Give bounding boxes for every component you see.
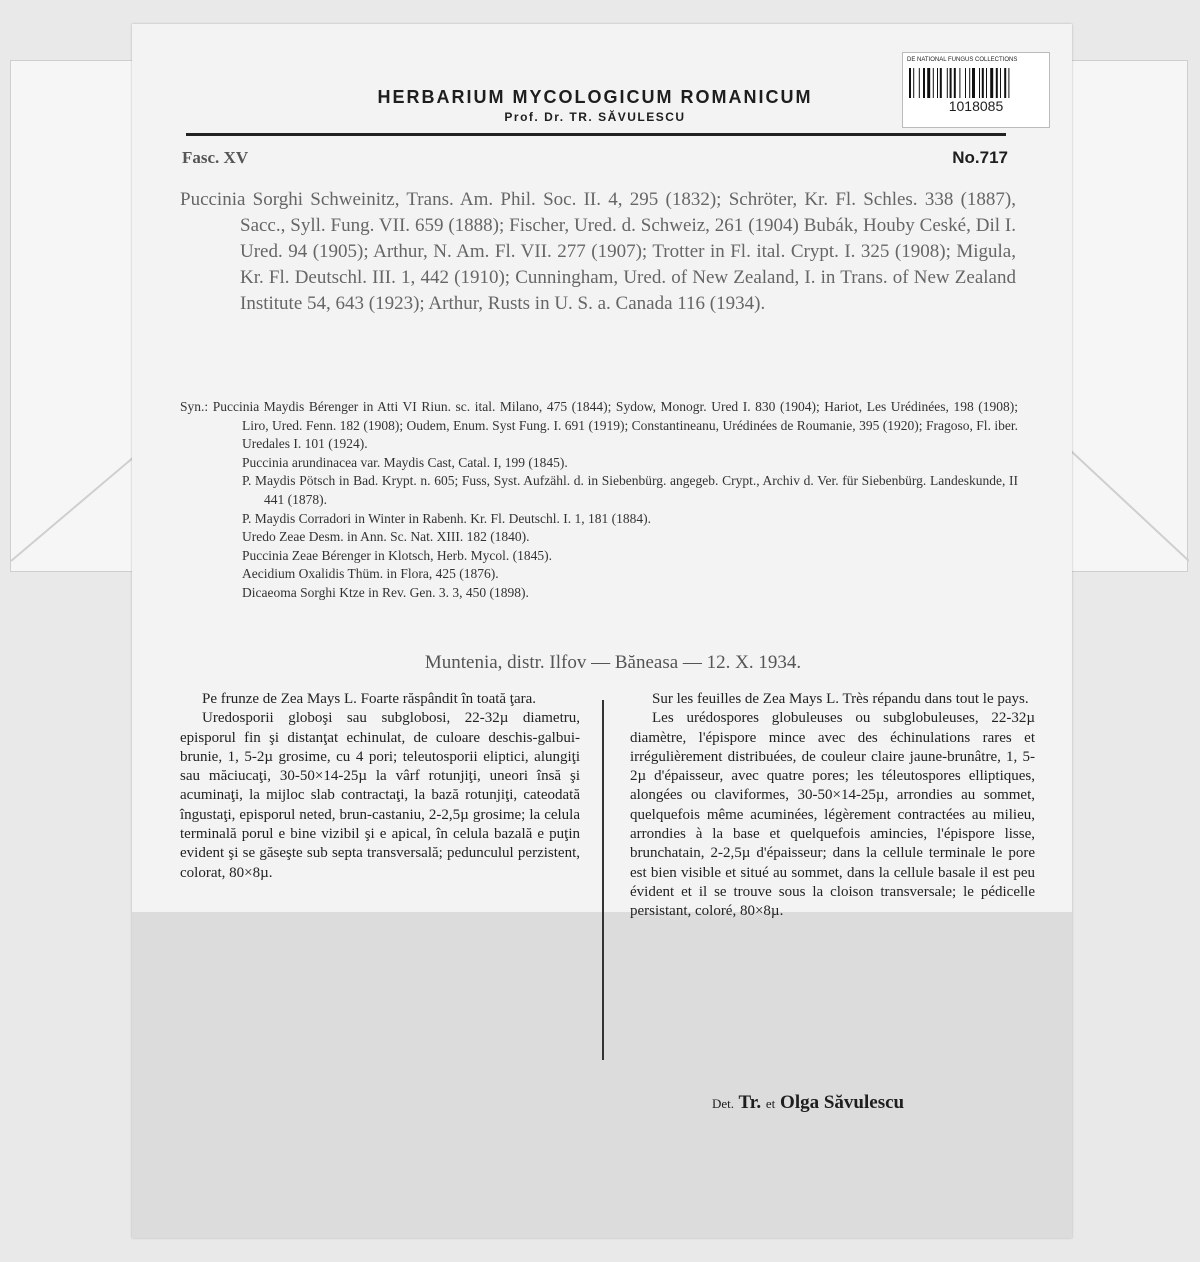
synonym-entry: Puccinia arundinacea var. Maydis Cast, Catal. I, 199 (1845).: [242, 454, 568, 470]
species-reference: [180, 187, 1016, 317]
barcode-caption: DE NATIONAL FUNGUS COLLECTIONS: [907, 57, 1018, 63]
synonym-text: Puccinia Maydis Bérenger in Atti VI Riun. sc. ital. Milano, 475 (1844); Sydow, Monogr. Ured I. 830 (1904); Hariot, Les Urédinées, 198 (1908); Liro, Ured. Fenn. 182 (1908); Oudem, Enum. Syst Fung. I. 691 (1919); Constantineanu, Urédinées de Roumanie, 395 (1920); Fragoso, Fl. iber. Uredales I. 101 (1924).: [212, 399, 1019, 452]
herbarium-subtitle: Prof. Dr. TR. SĂVULESCU: [504, 110, 686, 124]
barcode-number: 1018085: [948, 98, 1004, 114]
synonym-entry: P. Maydis Corradori in Winter in Rabenh. Kr. Fl. Deutschl. I. 1, 181 (1884).: [242, 510, 652, 526]
synonym-entry: [180, 398, 1018, 454]
synonym-entry: P. Maydis Pötsch in Bad. Krypt. n. 605; Fuss, Syst. Aufzähl. d. in Siebenbürg. angegeb. Crypt., Archiv d. Ver. für Siebenbürg. Landeskunde, II 441 (1878).: [242, 473, 1018, 507]
description-romanian: [180, 690, 580, 883]
description-fr-paragraph: Les urédospores globuleuses ou subglobuleuses, 22-32µ diamètre, l'épispore mince avec des échinulations rares et irrégulièrement distribuées, de couleur claire jaune-brunâtre, 1, 5-2µ d'épaisseur, avec quatre pores; les téleutospores elliptiques, alongées ou claviformes, 30-50×14-25µ, arrondies au sommet, quelquefois même acuminées, légèrement contractées au milieu, arrondies à la base et quelquefois amincies, l'épispore lisse, brunchatain, 2-2,5µ d'épaisseur; dans la cellule terminale le pore est bien visible et situé au sommet, dans la cellule basale il est peu évident et il se trouve sous la cloison transversale; le pédicelle persistant, coloré, 80×8µ.: [630, 710, 1035, 920]
synonym-entry: Dicaeoma Sorghi Ktze in Rev. Gen. 3. 3, 450 (1898).: [242, 584, 529, 600]
determiner-conj: et: [765, 1096, 776, 1111]
collection-locality: Muntenia, distr. Ilfov — Băneasa — 12. X. 1934.: [424, 652, 802, 673]
description-ro-paragraph: Pe frunze de Zea Mays L. Foarte răspândit în toată ţara.: [202, 691, 537, 707]
synonym-entry: Aecidium Oxalidis Thüm. in Flora, 425 (1876).: [242, 566, 499, 582]
determiner: [712, 1092, 904, 1114]
fascicle: Fasc. XV: [182, 148, 249, 167]
description-ro-paragraph: Uredosporii globoşi sau subglobosi, 22-32µ diametru, episporul fin şi distanţat echinulat, de culoare deschis-galbui-brunie, 1, 5-2µ grosime, cu 4 pori; teleutosporii eliptici, alungiţi sau măciucaţi, 30-50×14-25µ la vârf rotunjiţi, uneori însă şi acuminaţi, la mijloc slab contractaţi, la bază rotunjiţi, cateodată îngustaţi, episporul neted, brun-castaniu, 2-2,5µ grosime; la celula terminală porul e bine vizibil şi e apical, în celula bazală e puţin evident şi se găseşte sub septa transversală; pedunculul perzistent, colorat, 80×8µ.: [180, 710, 580, 881]
header-rule: [186, 133, 1006, 136]
synonyms-block: [180, 398, 1018, 603]
synonyms-label: Syn.:: [180, 399, 209, 414]
herbarium-title: HERBARIUM MYCOLOGICUM ROMANICUM: [377, 87, 813, 107]
description-fr-paragraph: Sur les feuilles de Zea Mays L. Très répandu dans tout le pays.: [652, 691, 1029, 707]
synonym-entry: Puccinia Zeae Bérenger in Klotsch, Herb. Mycol. (1845).: [242, 547, 553, 563]
column-divider: [602, 700, 604, 1060]
synonym-entry: Uredo Zeae Desm. in Ann. Sc. Nat. XIII. 182 (1840).: [242, 529, 530, 545]
species-reference-text: Puccinia Sorghi Schweinitz, Trans. Am. Phil. Soc. II. 4, 295 (1832); Schröter, Kr. Fl. Schles. 338 (1887), Sacc., Syll. Fung. VII. 659 (1888); Fischer, Ured. d. Schweiz, 261 (1904) Bubák, Houby Ceské, Dil I. Ured. 94 (1905); Arthur, N. Am. Fl. VII. 277 (1907); Trotter in Fl. ital. Crypt. I. 325 (1908); Migula, Kr. Fl. Deutschl. III. 1, 442 (1910); Cunningham, Ured. of New Zealand, I. in Trans. of New Zealand Institute 54, 643 (1923); Arthur, Rusts in U. S. a. Canada 116 (1934).: [180, 189, 1016, 314]
barcode-label: [902, 52, 1050, 128]
determiner-first: Tr.: [738, 1092, 762, 1113]
determiner-last: Olga Săvulescu: [780, 1092, 905, 1113]
barcode-icon: [909, 68, 1043, 98]
description-french: [630, 690, 1035, 922]
specimen-number: No.717: [952, 148, 1008, 167]
determiner-prefix: Det.: [712, 1096, 735, 1111]
